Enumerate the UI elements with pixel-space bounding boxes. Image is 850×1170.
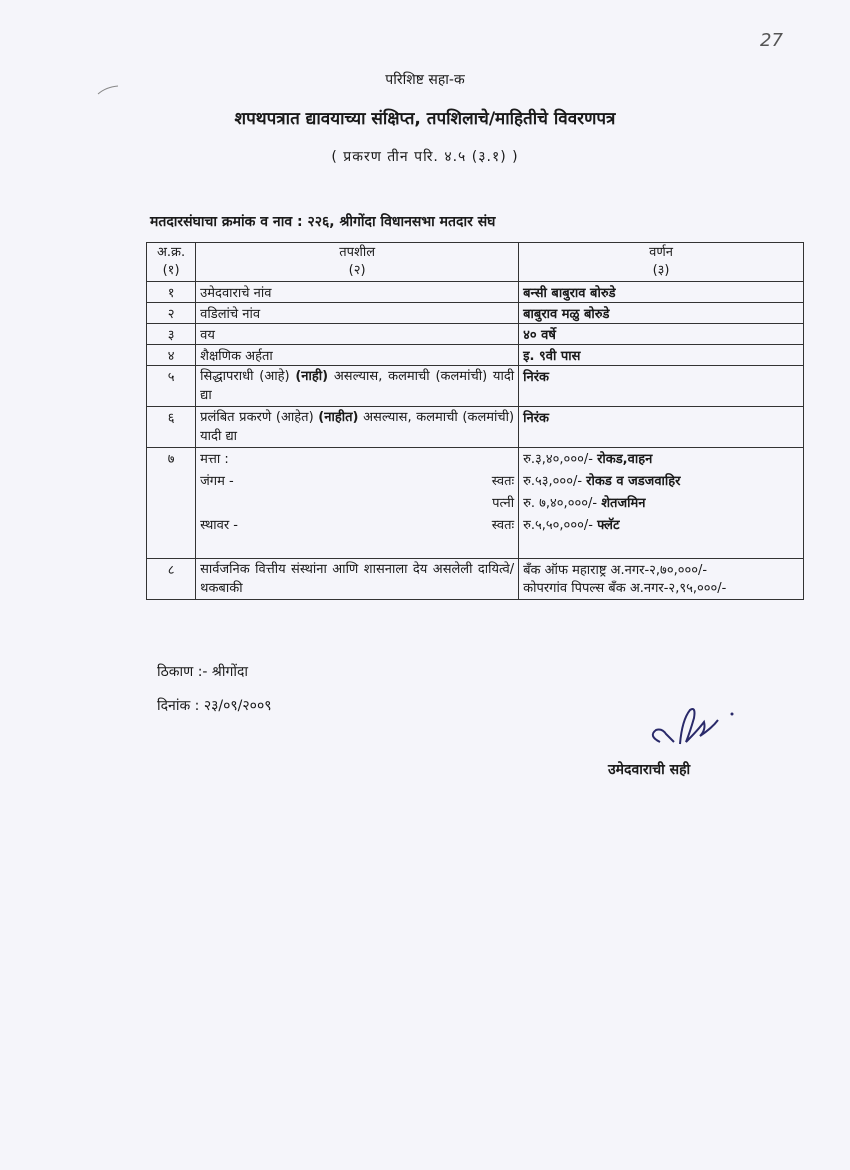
asset-value-line: रु.३,४०,०००/- रोकड,वाहन: [523, 452, 653, 467]
row-detail: प्रलंबित प्रकरणे (आहेत) (नाहीत) असल्यास, कलमाची (कलमांची) यादी द्या: [196, 407, 519, 448]
liabilities-values: बँक ऑफ महाराष्ट्र अ.नगर-२,७०,०००/- कोपरगांव पिपल्स बँक अ.नगर-२,९५,०००/-: [519, 559, 804, 600]
row-detail: वडिलांचे नांव: [196, 303, 519, 324]
page-number: 27: [760, 30, 783, 51]
table-row: [147, 303, 804, 324]
table-row: [147, 282, 804, 303]
row-number: ७: [147, 448, 196, 559]
row-number: ६: [147, 407, 196, 448]
row-description: निरंक: [519, 366, 804, 407]
row-detail: वय: [196, 324, 519, 345]
date-line: दिनांक : २३/०९/२००९: [157, 698, 272, 714]
asset-value-line: रु.५३,०००/- रोकड व जडजवाहिर: [523, 474, 681, 489]
table-header-row: [147, 243, 804, 282]
row-description: इ. ९वी पास: [519, 345, 804, 366]
annexure-label: परिशिष्ट सहा-क: [385, 72, 465, 88]
signature-label: उमेदवाराची सही: [608, 762, 691, 778]
asset-value-line: रु. ७,४०,०००/- शेतजमिन: [523, 496, 646, 511]
asset-value-line: रु.५,५०,०००/- फ्लॅट: [523, 518, 620, 533]
row-number: ५: [147, 366, 196, 407]
header-cell: अ.क्र. (१): [147, 243, 196, 282]
row-description: ४० वर्षे: [519, 324, 804, 345]
row-description: बाबुराव मळु बोरुडे: [519, 303, 804, 324]
table-row: [147, 407, 804, 448]
table-row: [147, 366, 804, 407]
header-cell: तपशील (२): [196, 243, 519, 282]
row-detail: सार्वजनिक वित्तीय संस्थांना आणि शासनाला देय असलेली दायित्वे/थकबाकी: [196, 559, 519, 600]
constituency-line: मतदारसंघाचा क्रमांक व नाव : २२६, श्रीगोंदा विधानसभा मतदार संघ: [150, 214, 496, 230]
row-number: ८: [147, 559, 196, 600]
table-row: [147, 324, 804, 345]
row-description: निरंक: [519, 407, 804, 448]
assets-values: [519, 448, 804, 559]
row-number: ३: [147, 324, 196, 345]
affidavit-table: [146, 242, 804, 600]
document-subtitle: ( प्रकरण तीन परि. ४.५ (३.१) ): [331, 149, 519, 165]
row-number: ४: [147, 345, 196, 366]
document-title: शपथपत्रात द्यावयाच्या संक्षिप्त, तपशिलाचे/माहितीचे विवरणपत्र: [234, 109, 616, 129]
row-detail: उमेदवाराचे नांव: [196, 282, 519, 303]
liabilities-row: [147, 559, 804, 600]
place-line: ठिकाण :- श्रीगोंदा: [157, 664, 249, 680]
row-number: १: [147, 282, 196, 303]
row-number: २: [147, 303, 196, 324]
signature-image: [640, 700, 750, 755]
assets-row: [147, 448, 804, 559]
header-cell: वर्णन (३): [519, 243, 804, 282]
row-detail: शैक्षणिक अर्हता: [196, 345, 519, 366]
row-detail: सिद्धापराधी (आहे) (नाही) असल्यास, कलमाची (कलमांची) यादी द्या: [196, 366, 519, 407]
row-description: बन्सी बाबुराव बोरुडे: [519, 282, 804, 303]
table-row: [147, 345, 804, 366]
assets-detail: मत्ता : जंगम - स्वतः पत्नी स्थावर - स्वतः: [196, 448, 519, 559]
